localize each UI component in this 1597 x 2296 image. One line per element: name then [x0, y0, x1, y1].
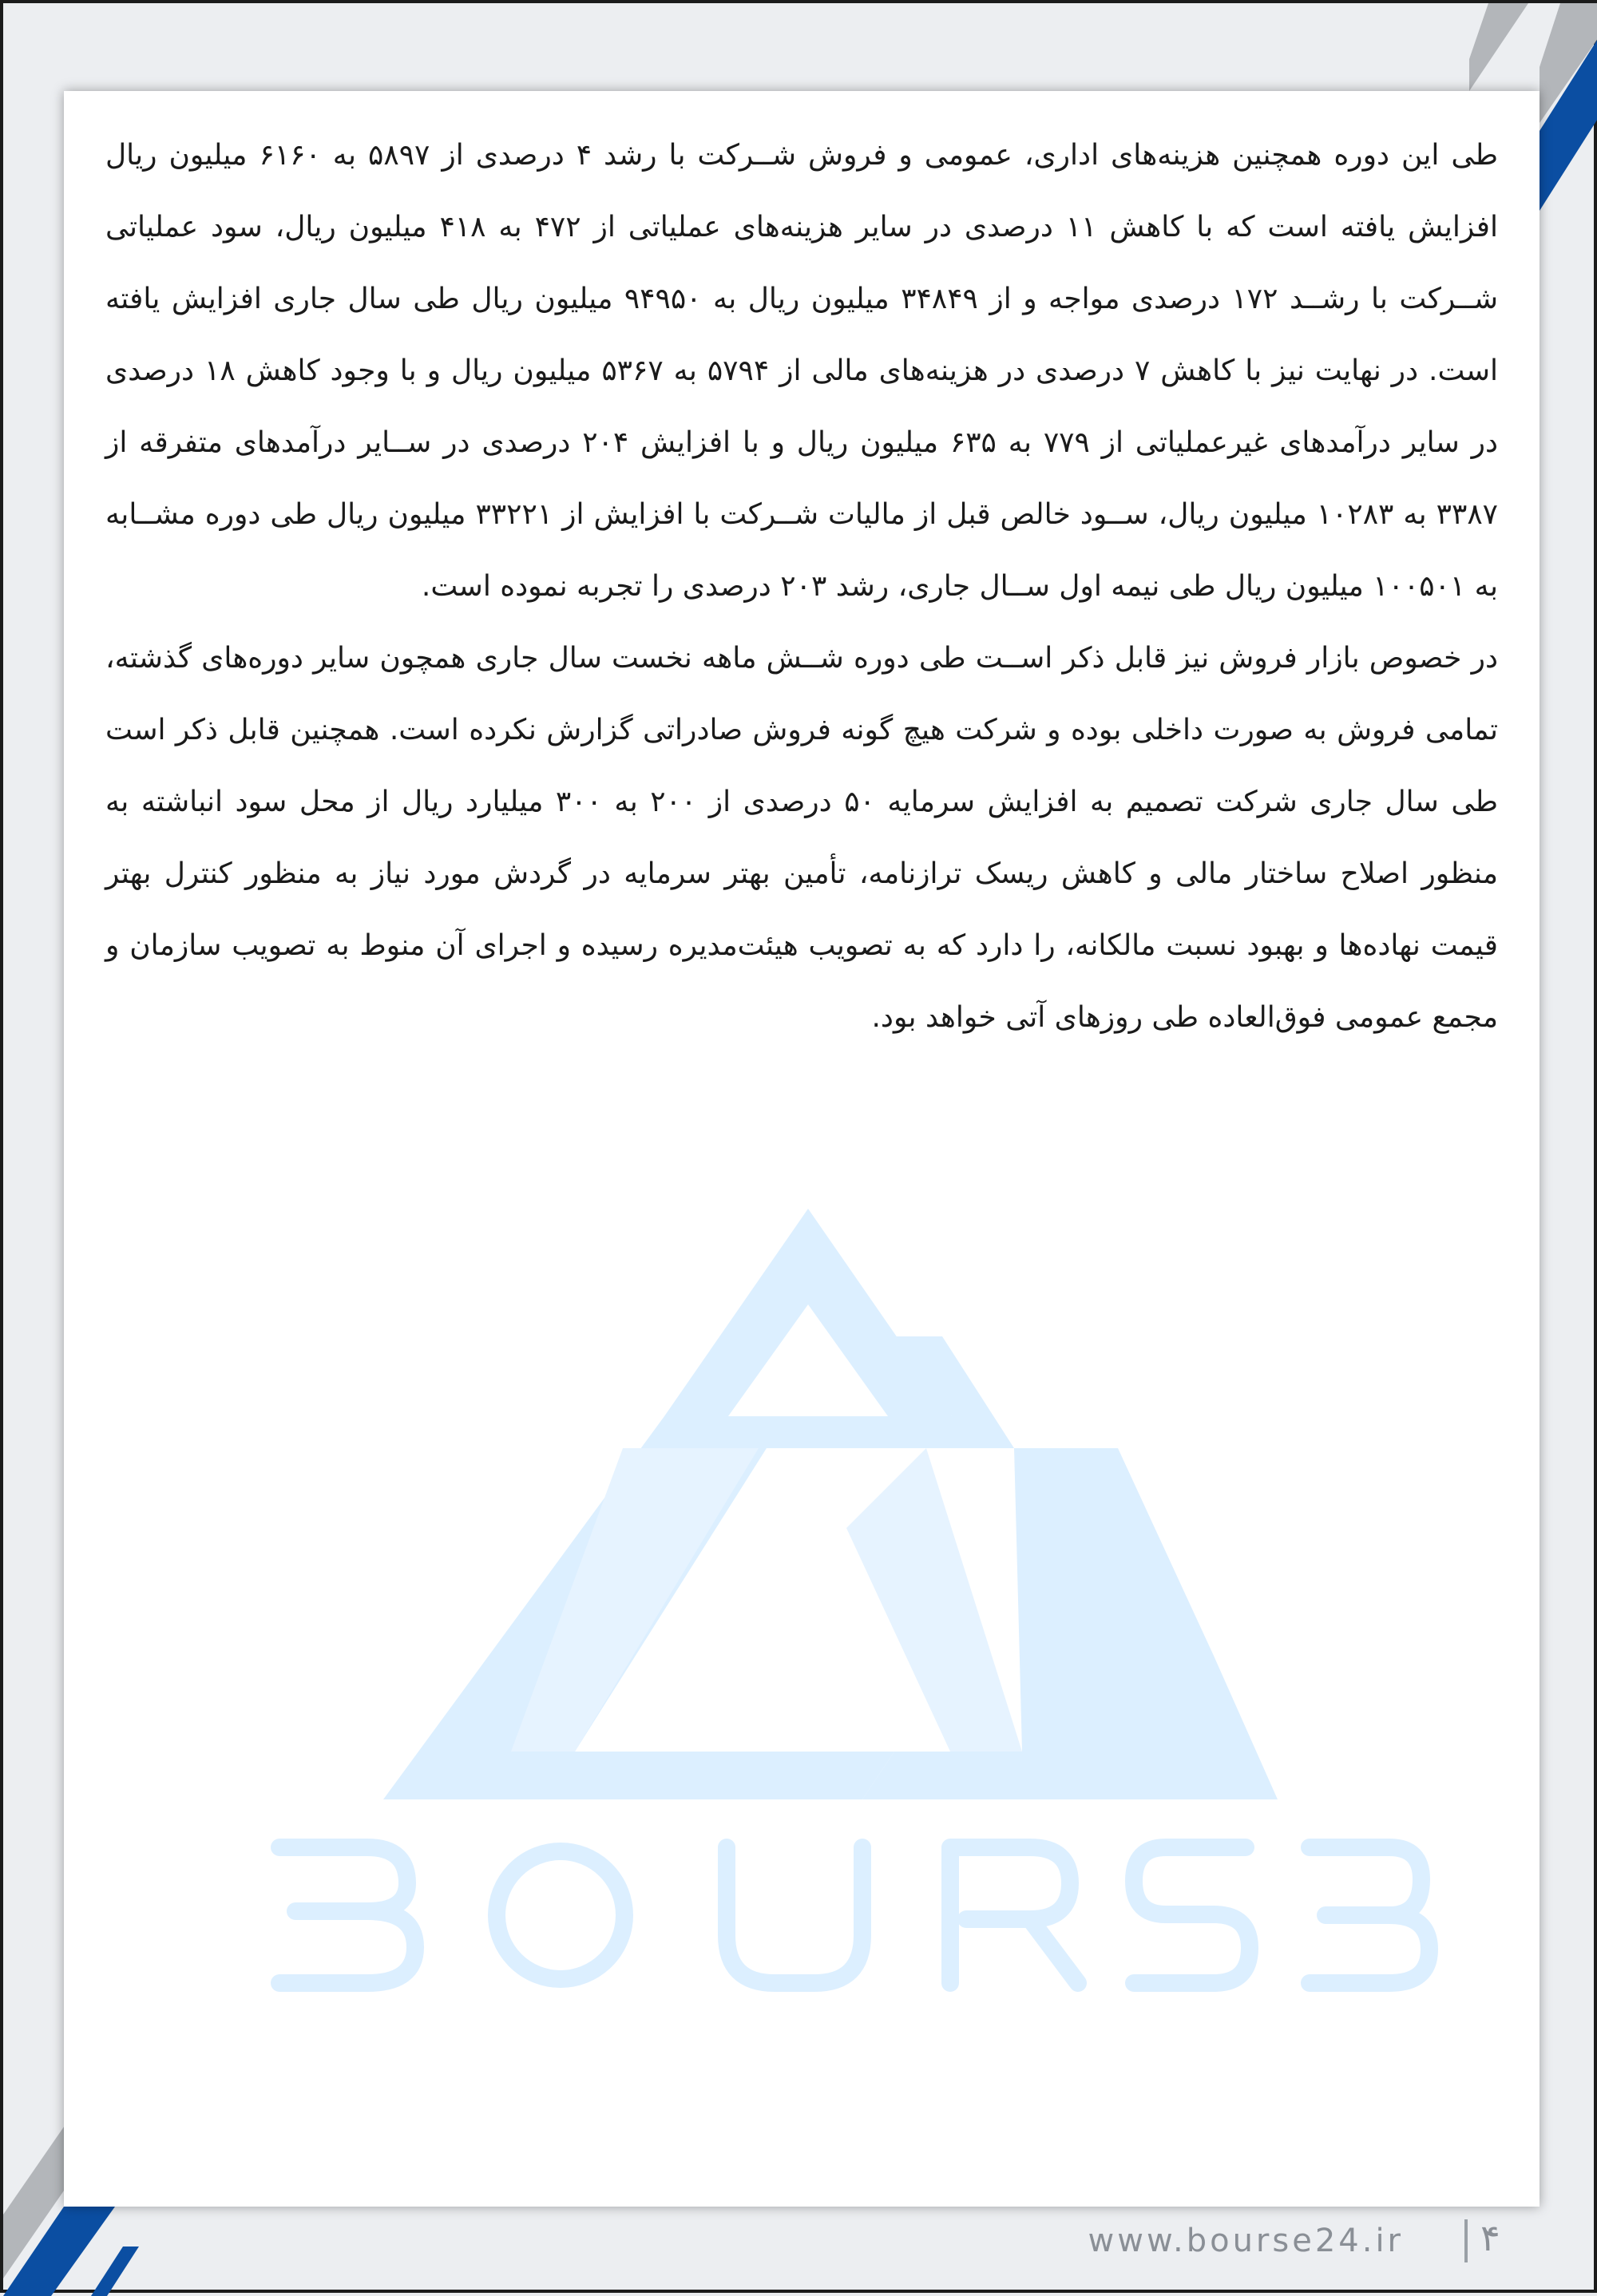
footer-page-number: ۴ [1480, 2216, 1500, 2259]
paragraph-sales-market: در خصوص بازار فروش نیز قابل ذکر اســت طی دوره شــش ماهه نخست سال جاری همچون سایر دوره‌های گذشته، تمامی فروش به صورت داخلی بوده و شرکت هیچ گونه فروش صادراتی گزارش نکرده است. همچنین قابل ذکر است طی سال جاری شرکت تصمیم به افزایش سرمایه ۵۰ درصدی از ۲۰۰ به ۳۰۰ میلیارد ریال از محل سود انباشته به منظور اصلاح ساختار مالی و کاهش ریسک ترازنامه، تأمین بهتر سرمایه در گردش مورد نیاز به منظور کنترل بهتر قیمت نهاده‌ها و بهبود نسبت مالکانه، را دارد که به تصویب هیئت‌مدیره رسیده و اجرای آن منوط به تصویب سازمان و مجمع عمومی فوق‌العاده طی روزهای آتی خواهد بود. [105, 642, 1498, 1034]
footer-divider [1464, 2219, 1468, 2262]
document-body [105, 120, 1498, 1054]
footer-website-url: www.bourse24.ir [1088, 2223, 1404, 2259]
document-page [64, 91, 1540, 2207]
paragraph-financial-results: طی این دوره همچنین هزینه‌های اداری، عمومی و فروش شــرکت با رشد ۴ درصدی از ۵۸۹۷ به ۶۱۶۰ میلیون ریال افزایش یافته است که با کاهش ۱۱ درصدی در سایر هزینه‌های عملیاتی از ۴۷۲ به ۴۱۸ میلیون ریال، سود عملیاتی شــرکت با رشــد ۱۷۲ درصدی مواجه و از ۳۴۸۴۹ میلیون ریال به ۹۴۹۵۰ میلیون ریال طی سال جاری افزایش یافته است. در نهایت نیز با کاهش ۷ درصدی در هزینه‌های مالی از ۵۷۹۴ به ۵۳۶۷ میلیون ریال و با وجود کاهش ۱۸ درصدی در سایر درآمدهای غیرعملیاتی از ۷۷۹ به ۶۳۵ میلیون ریال و با افزایش ۲۰۴ درصدی در ســایر درآمدهای متفرقه از ۳۳۸۷ به ۱۰۲۸۳ میلیون ریال، ســود خالص قبل از مالیات شــرکت با افزایش از ۳۳۲۲۱ میلیون ریال طی دوره مشــابه به ۱۰۰۵۰۱ میلیون ریال طی نیمه اول ســال جاری، رشد ۲۰۳ درصدی را تجربه نموده است. [105, 139, 1499, 603]
